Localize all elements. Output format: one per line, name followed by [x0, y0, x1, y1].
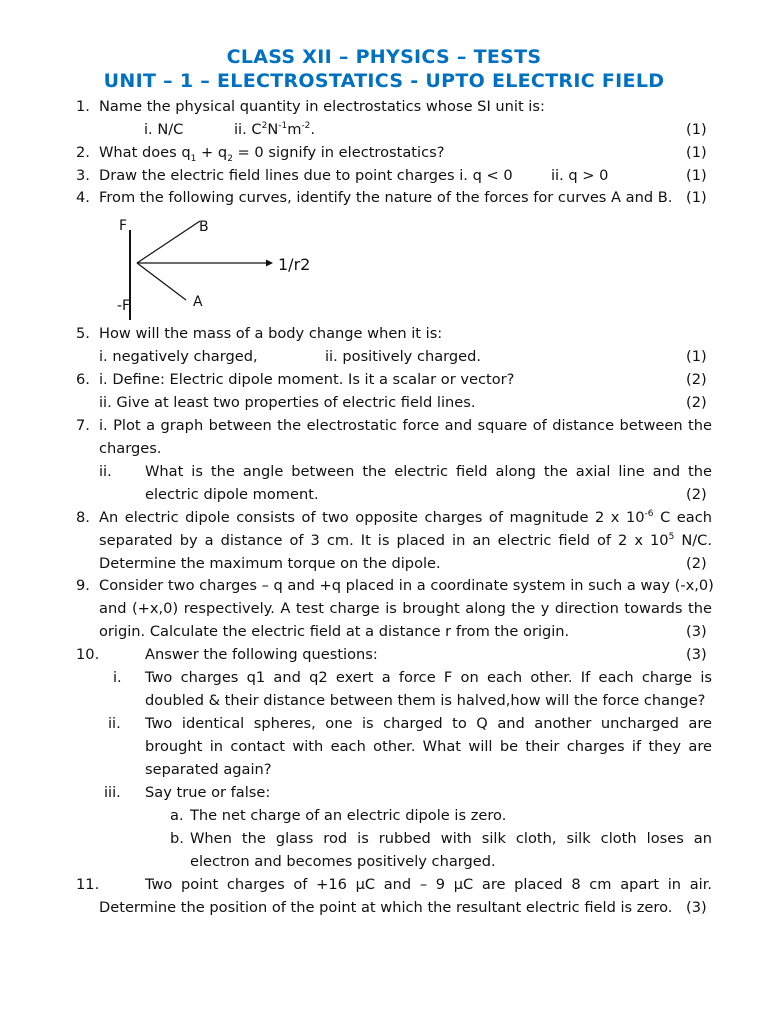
curve-b: [137, 221, 200, 263]
question-part-2: ii. Give at least two properties of electric field lines.: [99, 394, 476, 411]
question-number: 9.: [76, 577, 90, 594]
marks-label: (2): [686, 555, 707, 572]
sub-number: ii.: [99, 463, 112, 480]
question-line-3: Determine the maximum torque on the dipole.: [99, 555, 441, 572]
question-text: How will the mass of a body change when it is:: [99, 325, 443, 342]
marks-label: (3): [686, 646, 707, 663]
marks-label: (3): [686, 899, 707, 916]
marks-label: (2): [686, 394, 707, 411]
marks-label: (1): [686, 144, 707, 161]
label-f: F: [119, 218, 128, 234]
page-title-unit: UNIT – 1 – ELECTROSTATICS - UPTO ELECTRIC FIELD: [103, 70, 665, 92]
question-number: 5.: [76, 325, 90, 342]
label-x-axis: 1/r2: [278, 255, 311, 274]
question-number: 6.: [76, 371, 90, 388]
sub-number: i.: [113, 669, 122, 686]
question-part-1-line-1: i. Plot a graph between the electrostatic force and square of distance between the: [99, 417, 712, 434]
label-b: B: [199, 219, 209, 235]
label-neg-f: -F: [117, 298, 131, 314]
question-text: Name the physical quantity in electrostatics whose SI unit is:: [99, 98, 545, 115]
item-a-text: The net charge of an electric dipole is zero.: [190, 807, 507, 824]
question-number: 1.: [76, 98, 90, 115]
page-title-class: CLASS XII – PHYSICS – TESTS: [226, 46, 542, 68]
question-number: 8.: [76, 509, 90, 526]
label-a: A: [193, 294, 203, 310]
sub-number: ii.: [108, 715, 121, 732]
item-letter: a.: [170, 807, 184, 824]
marks-label: (1): [686, 348, 707, 365]
sub-question-ii-line-1: Two identical spheres, one is charged to Q and another uncharged are: [145, 715, 712, 732]
marks-label: (1): [686, 167, 707, 184]
x-axis-arrow-icon: [266, 260, 273, 267]
marks-label: (1): [686, 121, 707, 138]
question-number: 2.: [76, 144, 90, 161]
option-1: i. N/C: [144, 121, 184, 138]
item-b-text-line-1: When the glass rod is rubbed with silk cloth, silk cloth loses an: [190, 830, 712, 847]
sub-question-i-line-2: doubled & their distance between them is halved,how will the force change?: [145, 692, 706, 709]
sub-question-iii: Say true or false:: [145, 784, 271, 801]
question-number: 11.: [76, 876, 100, 893]
question-line-1: Two point charges of +16 μC and – 9 μC are placed 8 cm apart in air.: [145, 876, 712, 893]
sub-question-ii-line-2: brought in contact with each other. What will be their charges if they are: [145, 738, 712, 755]
curve-a: [137, 263, 186, 300]
option-2: ii. $C^2N^{-1}m^{-2}$.: [234, 121, 316, 138]
question-text: What does $q_1 + q_2 = 0$ signify in electrostatics?: [99, 144, 445, 164]
question-number: 7.: [76, 417, 90, 434]
question-part-2-line-1: What is the angle between the electric field along the axial line and the: [145, 463, 712, 480]
sub-number: iii.: [104, 784, 121, 801]
question-text: Answer the following questions:: [145, 646, 378, 663]
question-number: 4.: [76, 189, 90, 206]
question-number: 3.: [76, 167, 90, 184]
item-b-text-line-2: electron and becomes positively charged.: [190, 853, 496, 870]
marks-label: (1): [686, 189, 707, 206]
option-1: i. negatively charged,: [99, 348, 258, 365]
question-line-1: An electric dipole consists of two opposite charges of magnitude 2 x $10^{-6}$ C each: [99, 509, 712, 526]
option-2: ii. q > 0: [551, 167, 609, 184]
marks-label: (2): [686, 371, 707, 388]
option-2: ii. positively charged.: [325, 348, 482, 365]
question-part-1: i. Define: Electric dipole moment. Is it a scalar or vector?: [99, 371, 515, 388]
sub-question-i-line-1: Two charges q1 and q2 exert a force F on each other. If each charge is: [145, 669, 712, 686]
marks-label: (3): [686, 623, 707, 640]
question-line-2: and (+x,0) respectively. A test charge is brought along the y direction towards the: [99, 600, 712, 617]
question-number: 10.: [76, 646, 100, 663]
sub-question-ii-line-3: separated again?: [145, 761, 272, 778]
question-part-1-line-2: charges.: [99, 440, 162, 457]
question-line-2: separated by a distance of 3 cm. It is placed in an electric field of 2 x $10^5$ N/C.: [99, 532, 712, 549]
question-text: Draw the electric field lines due to point charges i. q < 0: [99, 167, 513, 184]
item-letter: b.: [170, 830, 184, 847]
question-line-2: Determine the position of the point at which the resultant electric field is zero.: [99, 899, 673, 916]
marks-label: (2): [686, 486, 707, 503]
question-line-1: Consider two charges – q and +q placed in a coordinate system in such a way (-x,0): [99, 577, 714, 594]
question-text: From the following curves, identify the nature of the forces for curves A and B.: [99, 189, 673, 206]
question-part-2-line-2: electric dipole moment.: [145, 486, 319, 503]
question-line-3: origin. Calculate the electric field at a distance r from the origin.: [99, 623, 570, 640]
